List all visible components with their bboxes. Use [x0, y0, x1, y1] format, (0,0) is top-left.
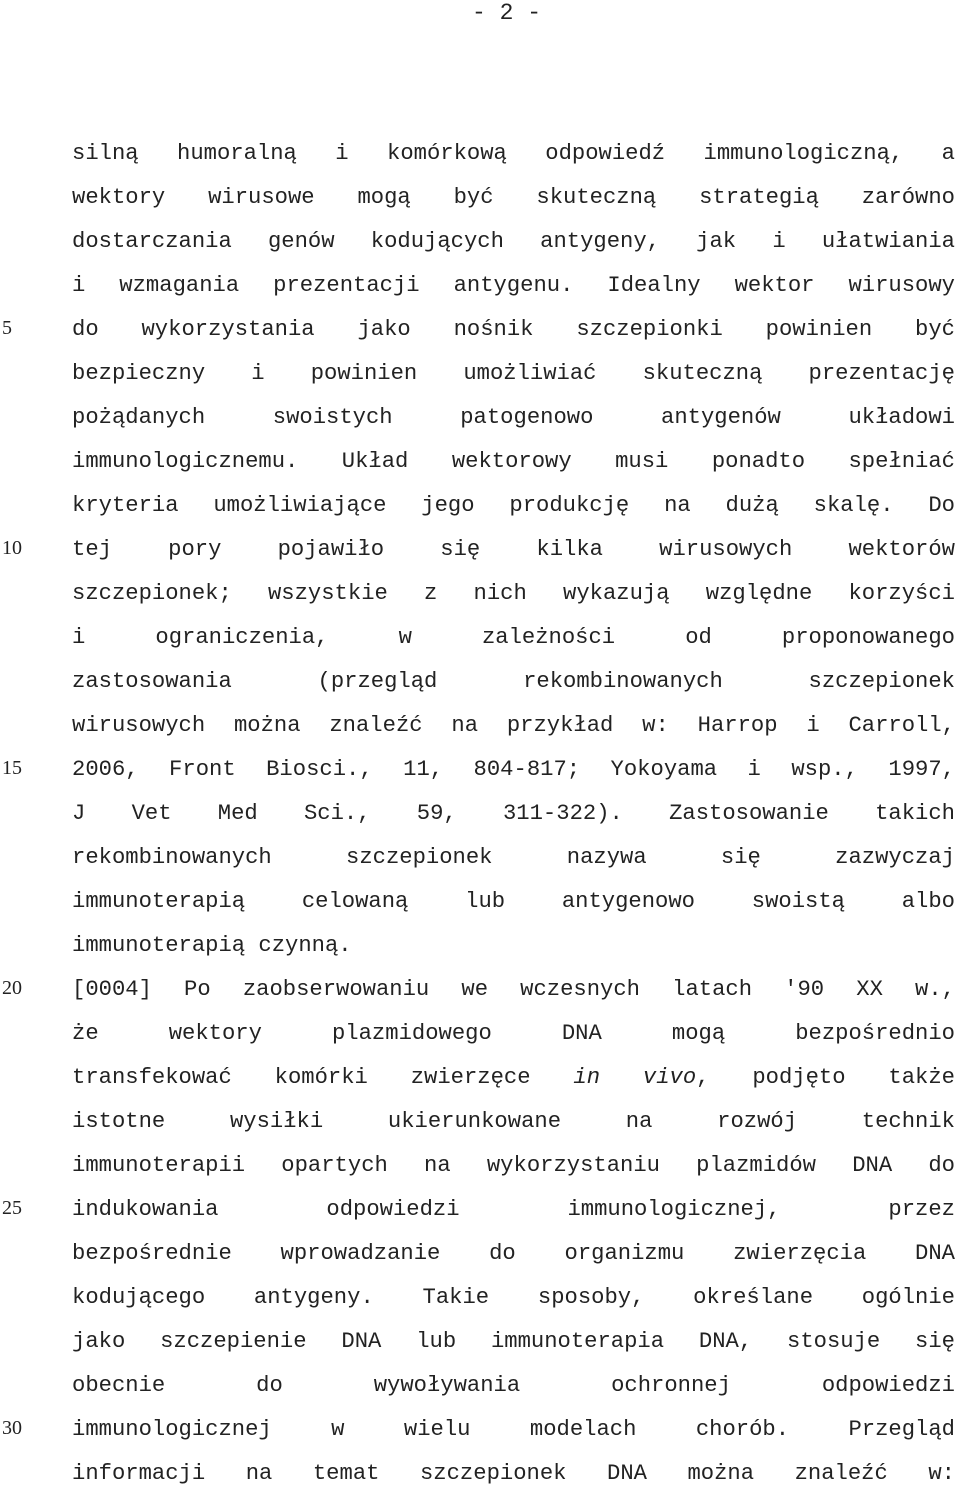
text-line: silną humoralną i komórkową odpowiedź immunologiczną, a — [72, 141, 955, 166]
text-line: informacji na temat szczepionek DNA można znaleźć w: — [72, 1461, 955, 1486]
line-number-10: 10 — [2, 537, 22, 559]
text-line: i wzmagania prezentacji antygenu. Idealny wektor wirusowy — [72, 273, 955, 298]
text-line: indukowania odpowiedzi immunologicznej, przez — [72, 1197, 955, 1222]
line-number-25: 25 — [2, 1197, 22, 1219]
text-line: istotne wysiłki ukierunkowane na rozwój technik — [72, 1109, 955, 1134]
text-line: wektory wirusowe mogą być skuteczną strategią zarówno — [72, 185, 955, 210]
text-segment: transfekować komórki zwierzęce — [72, 1065, 574, 1090]
text-line: i ograniczenia, w zależności od proponowanego — [72, 625, 955, 650]
italic-term: in vivo — [573, 1065, 697, 1090]
text-line: rekombinowanych szczepionek nazywa się zazwyczaj — [72, 845, 955, 870]
line-number-20: 20 — [2, 977, 22, 999]
text-line: 2006, Front Biosci., 11, 804-817; Yokoyama i wsp., 1997, — [72, 757, 955, 782]
text-line: kodującego antygeny. Takie sposoby, określane ogólnie — [72, 1285, 955, 1310]
text-line: immunologicznemu. Układ wektorowy musi ponadto spełniać — [72, 449, 955, 474]
text-line: immunoterapii opartych na wykorzystaniu plazmidów DNA do — [72, 1153, 955, 1178]
text-line: zastosowania (przegląd rekombinowanych szczepionek — [72, 669, 955, 694]
text-line: kryteria umożliwiające jego produkcję na dużą skalę. Do — [72, 493, 955, 518]
text-segment: , podjęto także — [696, 1065, 955, 1090]
document-body-text — [72, 132, 955, 1496]
text-line: wirusowych można znaleźć na przykład w: Harrop i Carroll, — [72, 713, 955, 738]
page-number: - 2 - — [472, 0, 542, 26]
text-line: [0004] Po zaobserwowaniu we wczesnych latach '90 XX w., — [72, 977, 955, 1002]
text-line: do wykorzystania jako nośnik szczepionki powinien być — [72, 317, 955, 342]
line-number-30: 30 — [2, 1417, 22, 1439]
text-line: bezpieczny i powinien umożliwiać skuteczną prezentację — [72, 361, 955, 386]
text-line: pożądanych swoistych patogenowo antygenów układowi — [72, 405, 955, 430]
text-line: jako szczepienie DNA lub immunoterapia DNA, stosuje się — [72, 1329, 955, 1354]
text-line: immunoterapią celowaną lub antygenowo swoistą albo — [72, 889, 955, 914]
text-line: immunologicznej w wielu modelach chorób. Przegląd — [72, 1417, 955, 1442]
text-line: bezpośrednie wprowadzanie do organizmu zwierzęcia DNA — [72, 1241, 955, 1266]
text-line: tej pory pojawiło się kilka wirusowych wektorów — [72, 537, 955, 562]
text-line: szczepionek; wszystkie z nich wykazują względne korzyści — [72, 581, 955, 606]
line-number-5: 5 — [2, 317, 12, 339]
text-line — [72, 1056, 955, 1100]
text-line: dostarczania genów kodujących antygeny, jak i ułatwiania — [72, 229, 955, 254]
line-number-15: 15 — [2, 757, 22, 779]
text-line: obecnie do wywoływania ochronnej odpowiedzi — [72, 1373, 955, 1398]
text-line: J Vet Med Sci., 59, 311-322). Zastosowanie takich — [72, 801, 955, 826]
text-line: immunoterapią czynną. — [72, 933, 352, 958]
text-line: że wektory plazmidowego DNA mogą bezpośrednio — [72, 1021, 955, 1046]
